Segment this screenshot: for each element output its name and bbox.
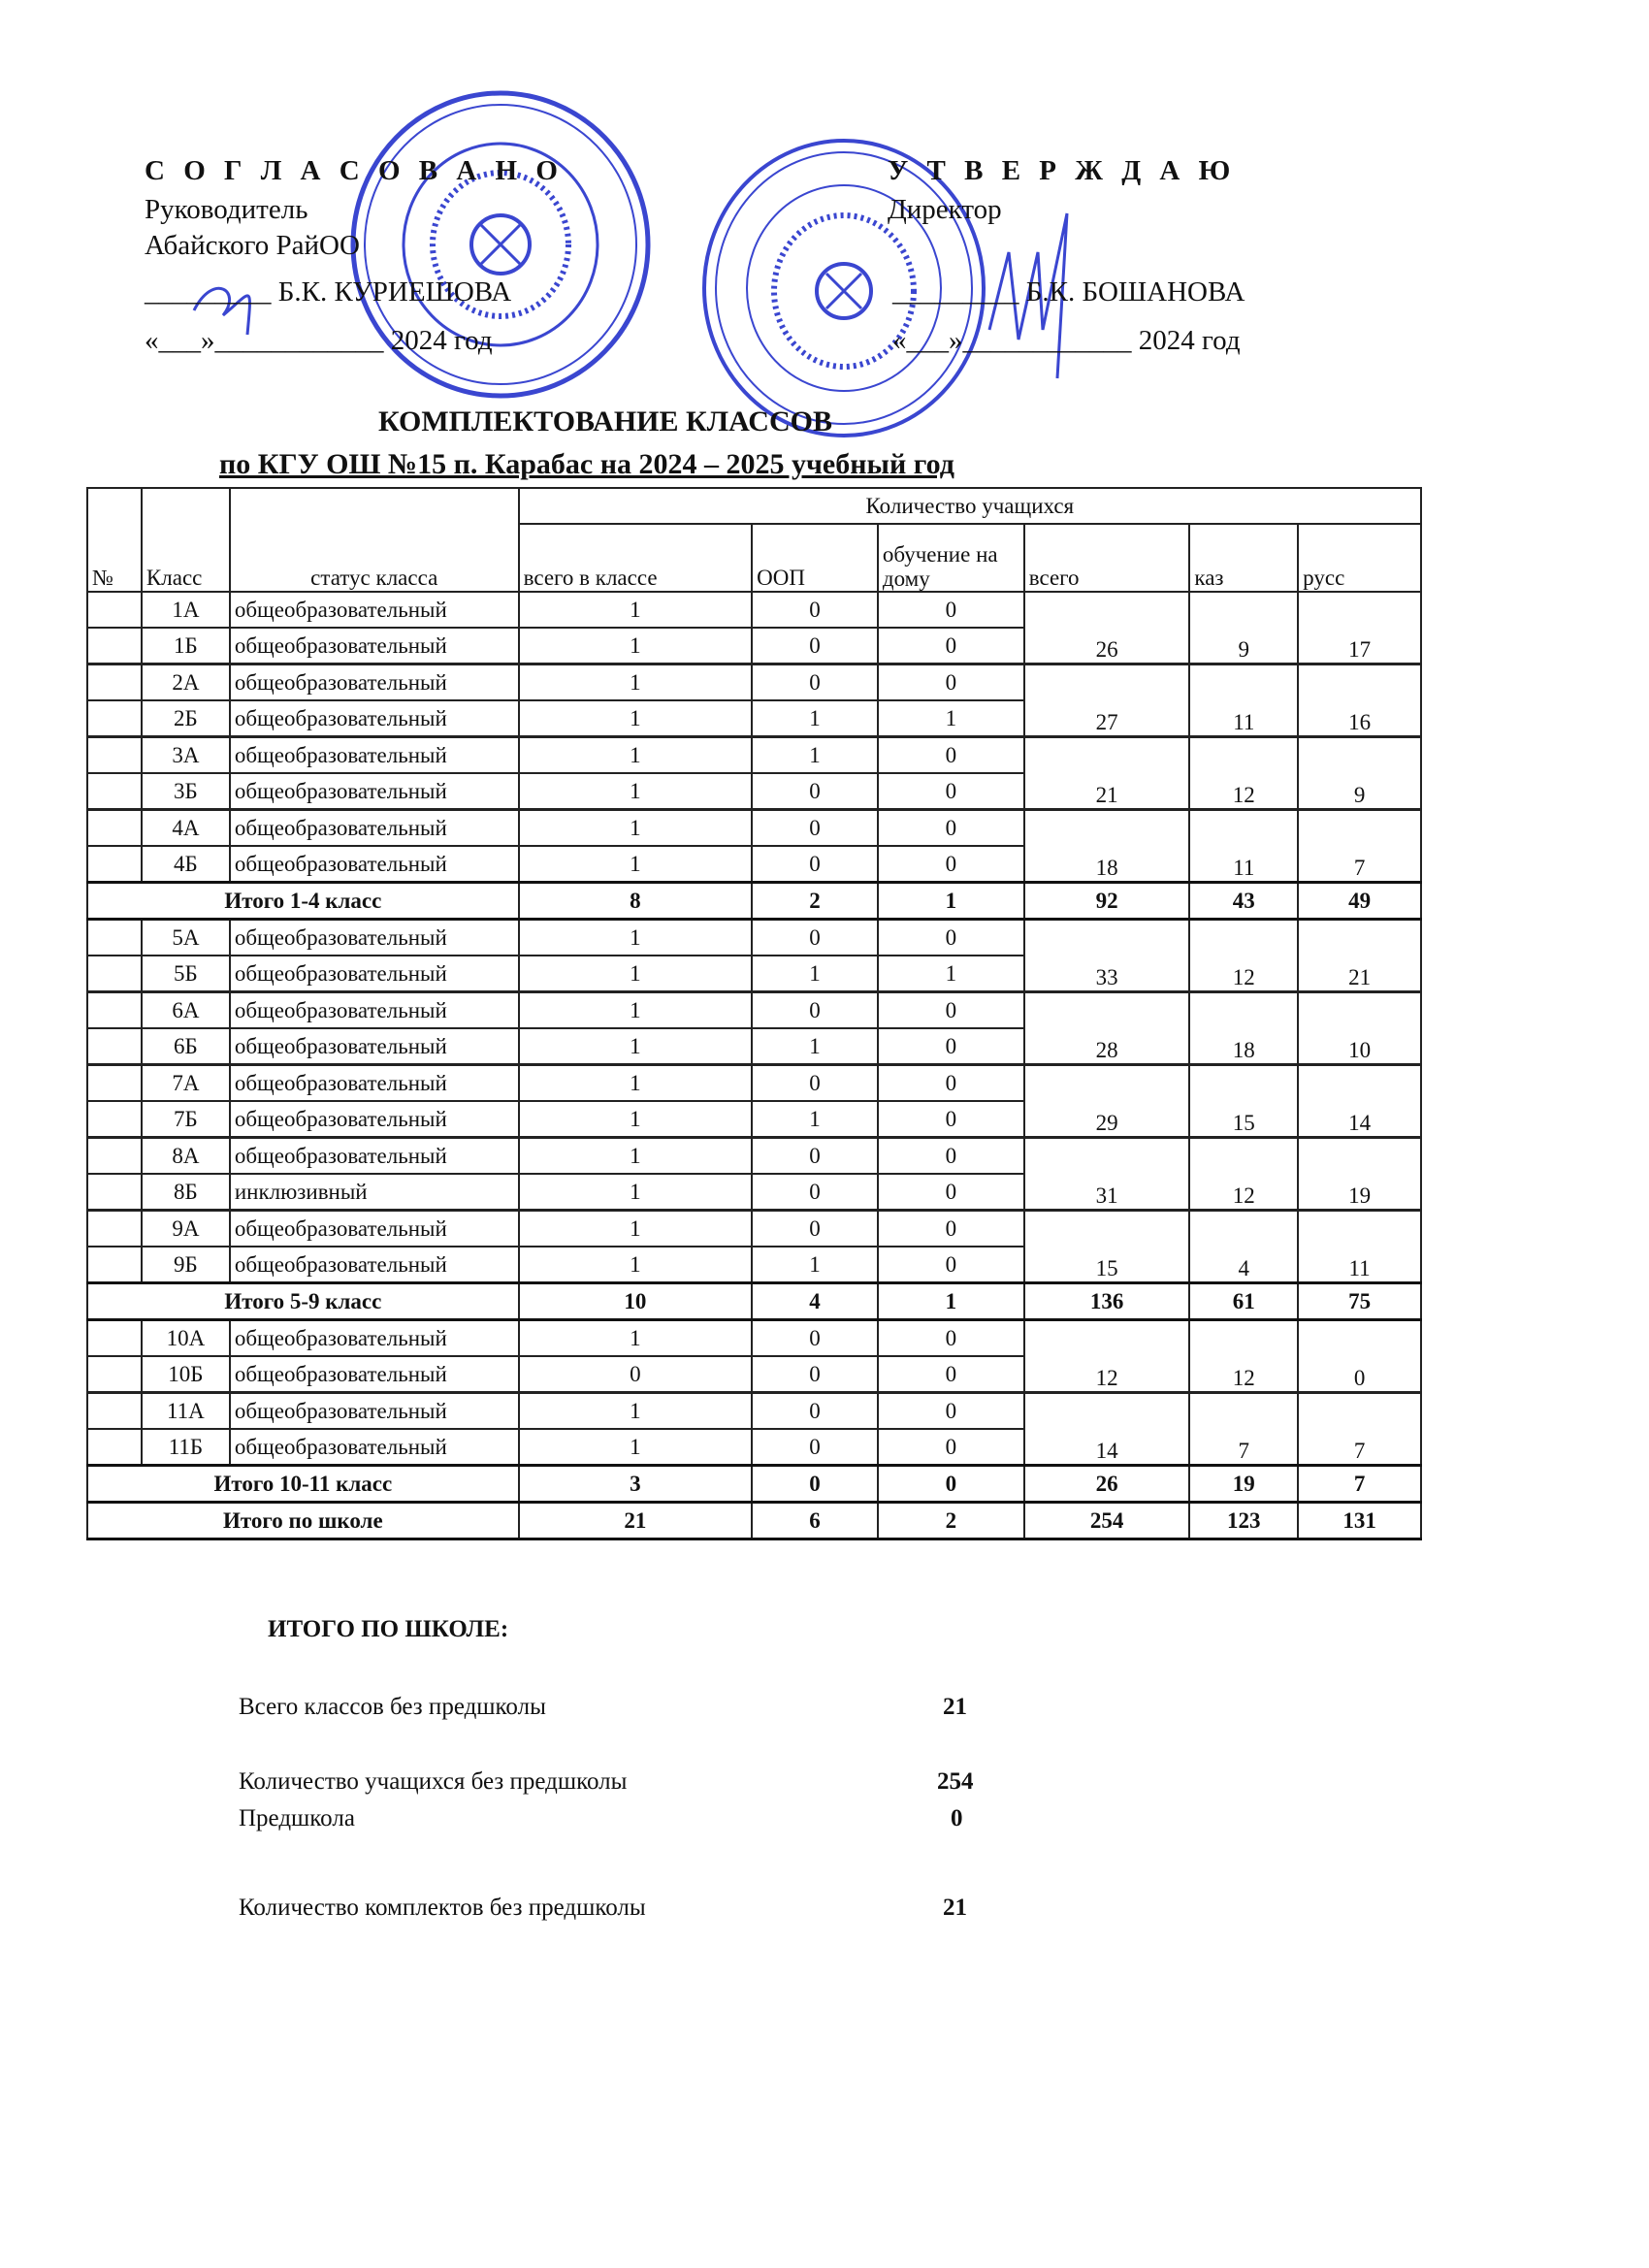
approval-left-signature: _________ Б.К. КУРИЕШОВА	[145, 276, 512, 308]
approval-right-date: «___»____________ 2024 год	[892, 325, 1241, 356]
summary-value: 0	[951, 1805, 963, 1831]
pair-rus: 10	[1298, 992, 1421, 1065]
summary-label: Предшкола	[239, 1805, 355, 1831]
oop-count: 0	[752, 1065, 878, 1102]
table-row	[87, 1065, 1421, 1102]
pair-kaz: 12	[1189, 1320, 1298, 1393]
pair-total: 28	[1024, 992, 1190, 1065]
table-row	[87, 737, 1421, 774]
class-status: общеобразовательный	[230, 1356, 519, 1393]
class-name: 9А	[142, 1211, 230, 1247]
oop-count: 0	[752, 1211, 878, 1247]
row-number	[87, 592, 142, 628]
row-number	[87, 1065, 142, 1102]
summary-value: 254	[937, 1768, 974, 1795]
class-status: общеобразовательный	[230, 1320, 519, 1357]
class-name: 3А	[142, 737, 230, 774]
approval-left-position: Руководитель	[145, 194, 308, 225]
row-number	[87, 664, 142, 701]
table-row	[87, 920, 1421, 956]
total-in-class: 1	[519, 664, 752, 701]
class-table	[86, 487, 1422, 1540]
class-name: 5Б	[142, 956, 230, 992]
oop-count: 0	[752, 773, 878, 810]
home-schooling-count: 0	[878, 1429, 1024, 1466]
summary-label: Всего классов без предшколы	[239, 1694, 546, 1720]
class-status: общеобразовательный	[230, 700, 519, 737]
pair-rus: 17	[1298, 592, 1421, 664]
class-name: 11А	[142, 1393, 230, 1430]
summary-value: 21	[943, 1694, 967, 1720]
pair-total: 21	[1024, 737, 1190, 810]
class-name: 8А	[142, 1138, 230, 1175]
table-row	[87, 1320, 1421, 1357]
pair-rus: 11	[1298, 1211, 1421, 1283]
class-name: 3Б	[142, 773, 230, 810]
total-label: Итого по школе	[87, 1503, 519, 1539]
total-in-class: 1	[519, 1028, 752, 1065]
pair-total: 29	[1024, 1065, 1190, 1138]
home-schooling-count: 1	[878, 956, 1024, 992]
summary-heading: ИТОГО ПО ШКОЛЕ:	[268, 1616, 509, 1642]
header-oop: ООП	[752, 524, 878, 592]
class-status: общеобразовательный	[230, 956, 519, 992]
total-in-class: 1	[519, 1429, 752, 1466]
row-number	[87, 920, 142, 956]
total-value: 75	[1298, 1283, 1421, 1320]
home-schooling-count: 0	[878, 628, 1024, 664]
row-number	[87, 1211, 142, 1247]
class-status: общеобразовательный	[230, 1138, 519, 1175]
pair-rus: 9	[1298, 737, 1421, 810]
pair-kaz: 11	[1189, 664, 1298, 737]
pair-rus: 21	[1298, 920, 1421, 992]
class-status: общеобразовательный	[230, 592, 519, 628]
home-schooling-count: 0	[878, 1138, 1024, 1175]
row-number	[87, 700, 142, 737]
home-schooling-count: 0	[878, 810, 1024, 847]
class-status: общеобразовательный	[230, 664, 519, 701]
total-value: 1	[878, 883, 1024, 920]
class-name: 6А	[142, 992, 230, 1029]
pair-rus: 7	[1298, 810, 1421, 883]
total-value: 19	[1189, 1466, 1298, 1503]
oop-count: 0	[752, 1138, 878, 1175]
class-status: общеобразовательный	[230, 1211, 519, 1247]
class-status: инклюзивный	[230, 1174, 519, 1211]
row-number	[87, 846, 142, 883]
home-schooling-count: 0	[878, 1211, 1024, 1247]
summary-label: Количество учащихся без предшколы	[239, 1768, 628, 1795]
oop-count: 0	[752, 1174, 878, 1211]
table-body	[87, 592, 1421, 1539]
total-in-class: 1	[519, 846, 752, 883]
total-in-class: 1	[519, 1247, 752, 1283]
approval-right-position: Директор	[888, 194, 1002, 225]
pair-rus: 16	[1298, 664, 1421, 737]
home-schooling-count: 0	[878, 1174, 1024, 1211]
row-number	[87, 1028, 142, 1065]
total-value: 3	[519, 1466, 752, 1503]
total-in-class: 1	[519, 810, 752, 847]
home-schooling-count: 0	[878, 1065, 1024, 1102]
class-name: 10Б	[142, 1356, 230, 1393]
oop-count: 1	[752, 1101, 878, 1138]
class-name: 5А	[142, 920, 230, 956]
header-rus: русс	[1298, 524, 1421, 592]
document-subtitle: по КГУ ОШ №15 п. Карабас на 2024 – 2025 учебный год	[219, 448, 954, 480]
total-value: 6	[752, 1503, 878, 1539]
row-number	[87, 737, 142, 774]
home-schooling-count: 0	[878, 664, 1024, 701]
class-status: общеобразовательный	[230, 1101, 519, 1138]
home-schooling-count: 0	[878, 920, 1024, 956]
total-value: 0	[878, 1466, 1024, 1503]
oop-count: 0	[752, 664, 878, 701]
home-schooling-count: 1	[878, 700, 1024, 737]
approval-right-signature: _________ Б.К. БОШАНОВА	[892, 276, 1245, 308]
oop-count: 1	[752, 737, 878, 774]
pair-total: 31	[1024, 1138, 1190, 1211]
class-name: 10А	[142, 1320, 230, 1357]
home-schooling-count: 0	[878, 773, 1024, 810]
pair-rus: 14	[1298, 1065, 1421, 1138]
home-schooling-count: 0	[878, 992, 1024, 1029]
oop-count: 1	[752, 700, 878, 737]
summary-label: Количество комплектов без предшколы	[239, 1895, 646, 1921]
total-value: 7	[1298, 1466, 1421, 1503]
total-in-class: 1	[519, 1101, 752, 1138]
home-schooling-count: 0	[878, 1247, 1024, 1283]
class-status: общеобразовательный	[230, 810, 519, 847]
table-row	[87, 1211, 1421, 1247]
total-in-class: 1	[519, 700, 752, 737]
table-row	[87, 1393, 1421, 1430]
row-number	[87, 1138, 142, 1175]
total-value: 4	[752, 1283, 878, 1320]
total-in-class: 1	[519, 592, 752, 628]
class-status: общеобразовательный	[230, 920, 519, 956]
class-name: 9Б	[142, 1247, 230, 1283]
total-value: 61	[1189, 1283, 1298, 1320]
approval-left-heading: С О Г Л А С О В А Н О	[145, 155, 564, 186]
home-schooling-count: 0	[878, 1320, 1024, 1357]
class-name: 7Б	[142, 1101, 230, 1138]
pair-kaz: 9	[1189, 592, 1298, 664]
row-number	[87, 628, 142, 664]
class-status: общеобразовательный	[230, 1247, 519, 1283]
total-value: 2	[752, 883, 878, 920]
total-value: 2	[878, 1503, 1024, 1539]
home-schooling-count: 0	[878, 592, 1024, 628]
oop-count: 0	[752, 992, 878, 1029]
pair-kaz: 12	[1189, 920, 1298, 992]
total-value: 92	[1024, 883, 1190, 920]
class-name: 6Б	[142, 1028, 230, 1065]
header-home-schooling: обучение на дому	[878, 524, 1024, 592]
oop-count: 0	[752, 920, 878, 956]
home-schooling-count: 0	[878, 1393, 1024, 1430]
class-status: общеобразовательный	[230, 737, 519, 774]
total-label: Итого 5-9 класс	[87, 1283, 519, 1320]
row-number	[87, 1320, 142, 1357]
home-schooling-count: 0	[878, 846, 1024, 883]
class-name: 2А	[142, 664, 230, 701]
total-in-class: 1	[519, 773, 752, 810]
total-in-class: 1	[519, 992, 752, 1029]
class-status: общеобразовательный	[230, 628, 519, 664]
oop-count: 0	[752, 628, 878, 664]
oop-count: 1	[752, 1247, 878, 1283]
pair-kaz: 7	[1189, 1393, 1298, 1466]
header-total-in-class: всего в классе	[519, 524, 752, 592]
total-label: Итого 10-11 класс	[87, 1466, 519, 1503]
total-in-class: 1	[519, 1174, 752, 1211]
document-title: КОМПЛЕКТОВАНИЕ КЛАССОВ	[378, 405, 832, 437]
pair-total: 33	[1024, 920, 1190, 992]
pair-total: 27	[1024, 664, 1190, 737]
total-value: 0	[752, 1466, 878, 1503]
header-class: Класс	[142, 488, 230, 592]
approval-left-date: «___»____________ 2024 год	[145, 325, 493, 356]
home-schooling-count: 0	[878, 1028, 1024, 1065]
pair-total: 12	[1024, 1320, 1190, 1393]
table-row	[87, 992, 1421, 1029]
total-in-class: 1	[519, 1065, 752, 1102]
total-in-class: 1	[519, 920, 752, 956]
total-in-class: 1	[519, 628, 752, 664]
oop-count: 0	[752, 1393, 878, 1430]
pair-kaz: 15	[1189, 1065, 1298, 1138]
total-value: 21	[519, 1503, 752, 1539]
total-value: 136	[1024, 1283, 1190, 1320]
home-schooling-count: 0	[878, 737, 1024, 774]
pair-kaz: 18	[1189, 992, 1298, 1065]
table-row	[87, 592, 1421, 628]
total-row	[87, 1503, 1421, 1539]
pair-total: 15	[1024, 1211, 1190, 1283]
class-status: общеобразовательный	[230, 1028, 519, 1065]
total-in-class: 1	[519, 1320, 752, 1357]
oop-count: 0	[752, 1356, 878, 1393]
class-name: 4Б	[142, 846, 230, 883]
total-value: 26	[1024, 1466, 1190, 1503]
pair-rus: 0	[1298, 1320, 1421, 1393]
approval-left-org: Абайского РайОО	[145, 230, 360, 261]
class-name: 11Б	[142, 1429, 230, 1466]
total-value: 43	[1189, 883, 1298, 920]
class-name: 8Б	[142, 1174, 230, 1211]
pair-kaz: 12	[1189, 1138, 1298, 1211]
oop-count: 0	[752, 810, 878, 847]
class-name: 4А	[142, 810, 230, 847]
pair-rus: 7	[1298, 1393, 1421, 1466]
row-number	[87, 1101, 142, 1138]
class-status: общеобразовательный	[230, 1393, 519, 1430]
home-schooling-count: 0	[878, 1101, 1024, 1138]
oop-count: 1	[752, 1028, 878, 1065]
header-kaz: каз	[1189, 524, 1298, 592]
class-status: общеобразовательный	[230, 773, 519, 810]
row-number	[87, 956, 142, 992]
row-number	[87, 992, 142, 1029]
total-row	[87, 1466, 1421, 1503]
class-status: общеобразовательный	[230, 992, 519, 1029]
approval-right-heading: У Т В Е Р Ж Д А Ю	[888, 155, 1237, 186]
header-total: всего	[1024, 524, 1190, 592]
row-number	[87, 1356, 142, 1393]
class-name: 7А	[142, 1065, 230, 1102]
pair-kaz: 11	[1189, 810, 1298, 883]
oop-count: 1	[752, 956, 878, 992]
table-row	[87, 810, 1421, 847]
total-in-class: 1	[519, 1393, 752, 1430]
total-label: Итого 1-4 класс	[87, 883, 519, 920]
oop-count: 0	[752, 1429, 878, 1466]
summary-value: 21	[943, 1895, 967, 1921]
row-number	[87, 773, 142, 810]
total-value: 49	[1298, 883, 1421, 920]
total-value: 1	[878, 1283, 1024, 1320]
class-status: общеобразовательный	[230, 1065, 519, 1102]
pair-kaz: 12	[1189, 737, 1298, 810]
oop-count: 0	[752, 846, 878, 883]
class-status: общеобразовательный	[230, 846, 519, 883]
oop-count: 0	[752, 1320, 878, 1357]
total-in-class: 1	[519, 1138, 752, 1175]
total-row	[87, 883, 1421, 920]
class-status: общеобразовательный	[230, 1429, 519, 1466]
home-schooling-count: 0	[878, 1356, 1024, 1393]
total-value: 123	[1189, 1503, 1298, 1539]
pair-rus: 19	[1298, 1138, 1421, 1211]
pair-total: 18	[1024, 810, 1190, 883]
total-value: 10	[519, 1283, 752, 1320]
total-value: 8	[519, 883, 752, 920]
row-number	[87, 1429, 142, 1466]
header-num: №	[87, 488, 142, 592]
row-number	[87, 1393, 142, 1430]
total-in-class: 1	[519, 1211, 752, 1247]
pair-total: 26	[1024, 592, 1190, 664]
header-student-count: Количество учащихся	[519, 488, 1421, 524]
row-number	[87, 1174, 142, 1211]
pair-kaz: 4	[1189, 1211, 1298, 1283]
total-in-class: 1	[519, 956, 752, 992]
total-value: 131	[1298, 1503, 1421, 1539]
pair-total: 14	[1024, 1393, 1190, 1466]
table-row	[87, 1138, 1421, 1175]
table-row	[87, 664, 1421, 701]
row-number	[87, 810, 142, 847]
total-value: 254	[1024, 1503, 1190, 1539]
class-name: 2Б	[142, 700, 230, 737]
class-name: 1Б	[142, 628, 230, 664]
total-in-class: 1	[519, 737, 752, 774]
row-number	[87, 1247, 142, 1283]
oop-count: 0	[752, 592, 878, 628]
total-in-class: 0	[519, 1356, 752, 1393]
class-name: 1А	[142, 592, 230, 628]
total-row	[87, 1283, 1421, 1320]
header-status: статус класса	[230, 488, 519, 592]
